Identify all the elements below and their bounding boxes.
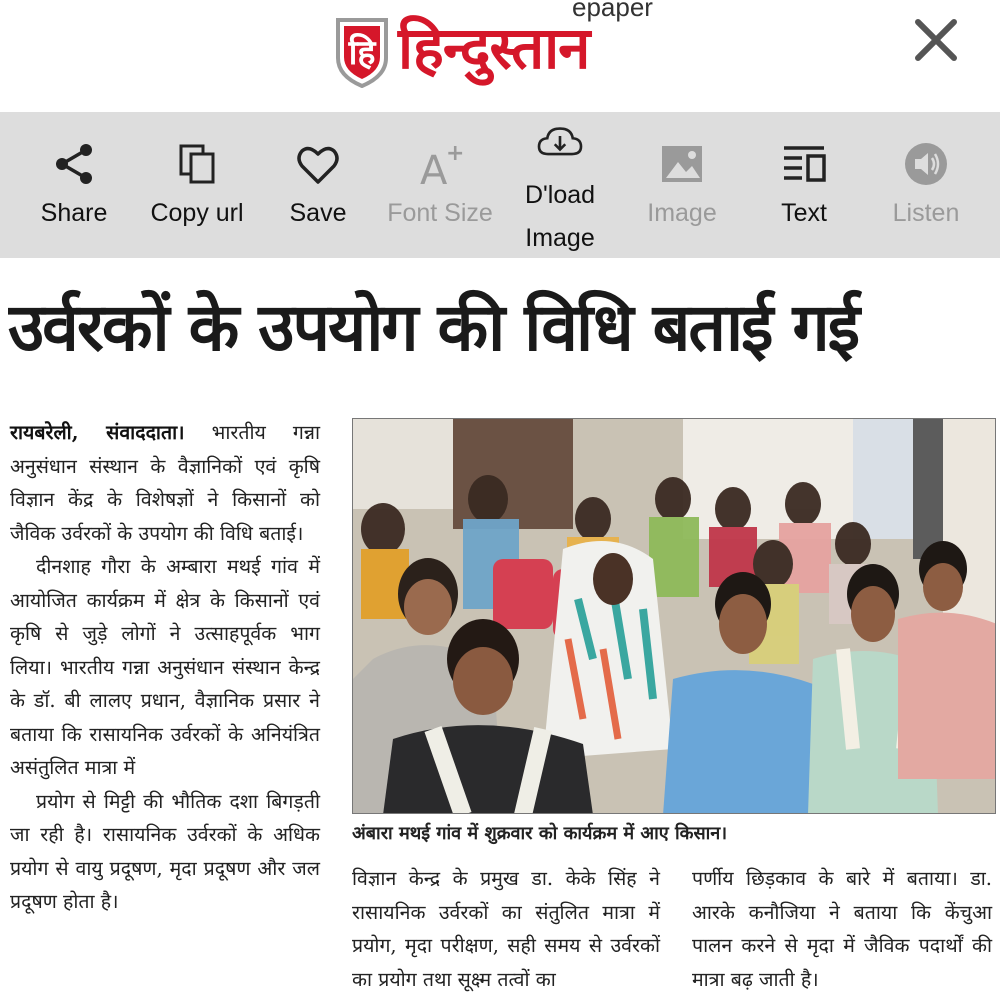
article-paragraph-1: भारतीय गन्ना अनुसंधान संस्थान के वैज्ञानिकों एवं कृषि विज्ञान केंद्र के विशेषज्ञों ने किसानों को जैविक उर्वरकों के उपयोग की विधि बताई। bbox=[10, 421, 321, 545]
share-icon bbox=[50, 140, 98, 188]
svg-text:+: + bbox=[446, 141, 464, 166]
article-headline: उर्वरकों के उपयोग की विधि बताई गई bbox=[8, 289, 859, 366]
article-photo bbox=[352, 418, 996, 814]
article-toolbar bbox=[0, 112, 1000, 258]
share-button[interactable] bbox=[24, 112, 124, 258]
speaker-icon bbox=[902, 140, 950, 188]
photo-caption: अंबारा मथई गांव में शुक्रवार को कार्यक्रम में आए किसान। bbox=[352, 823, 728, 844]
svg-text:हि: हि bbox=[348, 33, 376, 73]
text-button[interactable] bbox=[758, 112, 850, 258]
download-image-label: D'load Image bbox=[524, 181, 596, 252]
article-column-3 bbox=[692, 862, 992, 996]
article-paragraph-5: पर्णीय छिड़काव के बारे में बताया। डा. आरके कनौजिया ने बताया कि केंचुआ पालन करने से मृदा में जैविक पदार्थों की मात्रा बढ़ जाती है। bbox=[692, 867, 992, 991]
text-icon bbox=[780, 140, 828, 188]
image-icon bbox=[658, 140, 706, 188]
listen-label: Listen bbox=[892, 199, 960, 227]
font-size-label: Font Size bbox=[387, 199, 493, 227]
font-size-button[interactable] bbox=[378, 112, 502, 258]
close-icon[interactable] bbox=[908, 12, 964, 68]
copy-url-button[interactable] bbox=[136, 112, 258, 258]
text-label: Text bbox=[781, 199, 827, 227]
article-column-1 bbox=[10, 416, 320, 919]
farmers-meeting-photo bbox=[353, 419, 996, 814]
heart-icon bbox=[294, 140, 342, 188]
article-paragraph-3: प्रयोग से मिट्टी की भौतिक दशा बिगड़ती जा रही है। रासायनिक उर्वरकों के अधिक प्रयोग से वायु प्रदूषण, मृदा प्रदूषण और जल प्रदूषण होता है। bbox=[10, 789, 320, 913]
download-image-button[interactable] bbox=[512, 112, 608, 258]
listen-button[interactable] bbox=[878, 112, 974, 258]
article-paragraph-4: विज्ञान केन्द्र के प्रमुख डा. केके सिंह ने रासायनिक उर्वरकों का संतुलित मात्रा में प्रयोग, मृदा परीक्षण, सही समय से उर्वरकों का प्रयोग तथा सूक्ष्म तत्वों का bbox=[352, 867, 660, 991]
font-size-icon bbox=[416, 140, 464, 188]
save-label: Save bbox=[289, 199, 347, 227]
svg-text:A: A bbox=[420, 148, 448, 188]
hindustan-logo-icon bbox=[334, 14, 390, 88]
share-label: Share bbox=[40, 199, 108, 227]
image-button[interactable] bbox=[636, 112, 728, 258]
save-button[interactable] bbox=[272, 112, 364, 258]
image-label: Image bbox=[647, 199, 717, 227]
app-header bbox=[0, 0, 1000, 112]
article-column-2 bbox=[352, 862, 660, 996]
brand-epaper-label: epaper bbox=[572, 0, 653, 22]
copy-url-label: Copy url bbox=[150, 199, 244, 227]
article-paragraph-2: दीनशाह गौरा के अम्बारा मथई गांव में आयोजित कार्यक्रम में क्षेत्र के किसानों एवं कृषि से जुड़े लोगों ने उत्साहपूर्वक भाग लिया। भारतीय गन्ना अनुसंधान संस्थान केन्द्र के डॉ. बी लालए प्रधान, वैज्ञानिक प्रसार ने बताया कि रासायनिक उर्वरकों के अनियंत्रित असंतुलित मात्रा में bbox=[10, 555, 320, 779]
download-cloud-icon bbox=[536, 118, 584, 166]
copy-icon bbox=[173, 140, 221, 188]
article-dateline: रायबरेली, संवाददाता। bbox=[10, 421, 185, 444]
brand-logo-text: हिन्दुस्तान bbox=[398, 14, 590, 82]
